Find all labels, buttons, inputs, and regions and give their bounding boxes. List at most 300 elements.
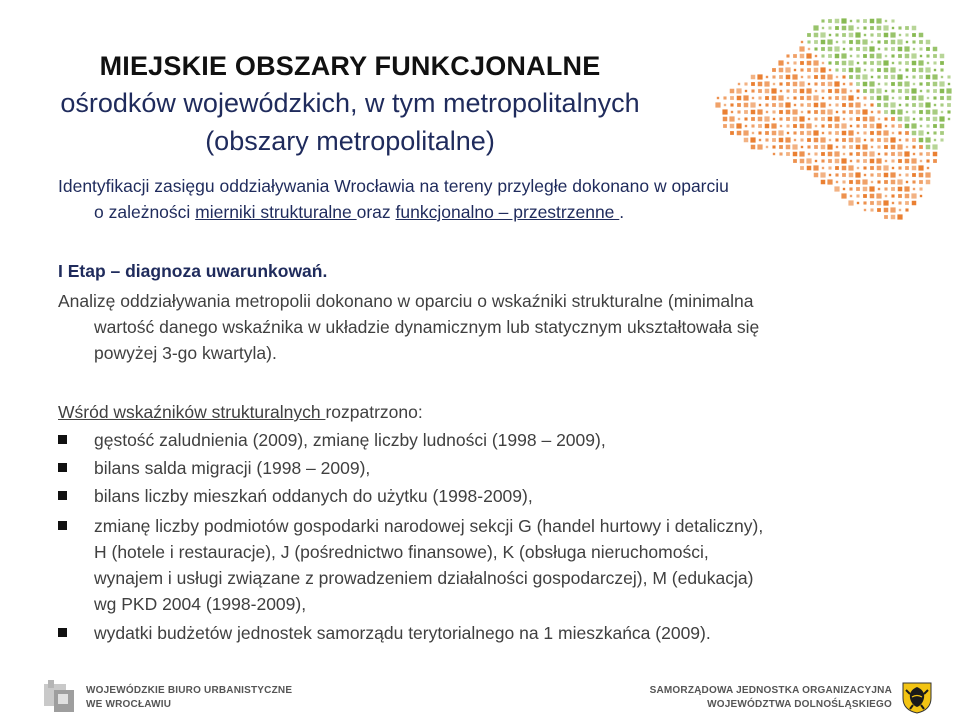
map-dot — [905, 26, 909, 30]
map-dot — [835, 103, 838, 106]
map-dot — [813, 130, 818, 135]
map-dot — [919, 47, 922, 50]
map-dot — [926, 75, 931, 80]
map-dot — [870, 26, 874, 30]
map-dot — [793, 152, 798, 157]
map-dot — [856, 117, 860, 121]
map-dot — [904, 46, 909, 51]
map-dot — [786, 124, 789, 127]
map-dot — [869, 151, 874, 156]
map-dot — [808, 153, 810, 155]
map-dot — [870, 19, 875, 24]
map-dot — [890, 172, 895, 177]
map-dot — [836, 41, 838, 43]
intro-text-c: . — [619, 202, 625, 222]
map-dot — [723, 117, 728, 122]
map-dot — [940, 96, 944, 100]
map-dot — [919, 103, 924, 108]
map-dot — [828, 47, 833, 52]
map-dot — [926, 47, 930, 51]
map-dot — [939, 81, 944, 86]
map-dot — [849, 40, 853, 44]
map-dot — [752, 132, 754, 134]
map-dot — [850, 20, 852, 22]
map-dot — [878, 118, 880, 120]
map-dot — [870, 61, 874, 65]
map-dot — [912, 75, 915, 78]
map-dot — [913, 188, 915, 190]
map-dot — [863, 187, 868, 192]
map-dot — [947, 103, 951, 107]
map-dot — [876, 53, 881, 58]
map-dot — [723, 96, 726, 99]
map-dot — [912, 61, 917, 66]
map-dot — [863, 26, 866, 29]
map-dot — [878, 48, 880, 50]
map-dot — [891, 89, 894, 92]
map-dot — [940, 124, 945, 129]
map-dot — [948, 83, 950, 85]
map-dot — [932, 74, 937, 79]
map-dot — [744, 103, 749, 108]
map-dot — [925, 102, 930, 107]
map-dot — [820, 67, 825, 72]
map-dot — [836, 76, 838, 78]
map-dot — [892, 167, 894, 169]
map-dot — [878, 153, 880, 155]
map-dot — [891, 180, 896, 185]
map-dot — [877, 26, 882, 31]
map-dot — [821, 124, 824, 127]
map-dot — [912, 103, 916, 107]
map-dot — [876, 158, 881, 163]
map-dot — [821, 145, 826, 150]
map-dot — [876, 123, 881, 128]
map-dot — [772, 145, 775, 148]
map-dot — [898, 152, 903, 157]
map-dot — [877, 96, 882, 101]
map-dot — [863, 61, 866, 64]
map-dot — [911, 193, 916, 198]
map-dot — [856, 194, 859, 197]
map-dot — [919, 68, 924, 73]
map-dot — [778, 95, 783, 100]
map-dot — [835, 124, 840, 129]
structural-indicators-link[interactable]: Wśród wskaźników strukturalnych — [58, 402, 326, 422]
map-dot — [849, 138, 854, 143]
map-dot — [730, 124, 735, 129]
map-dot — [764, 81, 769, 86]
map-dot — [897, 74, 902, 79]
map-dot — [883, 130, 888, 135]
map-dot — [744, 138, 749, 143]
map-dot — [933, 159, 937, 163]
map-dot — [724, 104, 726, 106]
map-dot — [871, 146, 873, 148]
map-dot — [897, 179, 902, 184]
map-dot — [940, 89, 945, 94]
map-dot — [947, 96, 952, 101]
map-dot — [877, 166, 882, 171]
map-dot — [765, 103, 768, 106]
map-dot — [913, 48, 915, 50]
map-dot — [884, 117, 887, 120]
footer-right-line-1: SAMORZĄDOWA JEDNOSTKA ORGANIZACYJNA — [649, 685, 892, 696]
map-dot — [863, 54, 867, 58]
map-dot — [758, 131, 761, 134]
map-dot — [814, 117, 817, 120]
map-dot — [799, 46, 804, 51]
map-dot — [829, 104, 831, 106]
title-block — [40, 48, 660, 160]
map-dot — [842, 166, 847, 171]
map-dot — [793, 131, 796, 134]
page-subtitle: ośrodków wojewódzkich, w tym metropolitalnych — [60, 88, 640, 118]
map-dot — [912, 166, 917, 171]
map-dot — [871, 41, 873, 43]
page-subtitle-2: (obszary metropolitalne) — [205, 126, 495, 156]
map-dot — [801, 76, 803, 78]
map-dot — [863, 19, 867, 23]
map-dot — [758, 89, 762, 93]
map-dot — [822, 167, 824, 169]
map-dot — [758, 96, 761, 99]
map-dot — [821, 117, 825, 121]
map-dot — [905, 124, 910, 129]
map-dot — [835, 96, 839, 100]
map-dot — [877, 61, 882, 66]
map-dot — [926, 152, 930, 156]
intro-text-b: oraz — [356, 202, 396, 222]
map-dot — [863, 159, 867, 163]
map-dot — [892, 202, 894, 204]
region-map-decoration — [700, 10, 960, 230]
map-dot — [828, 131, 831, 134]
map-dot — [828, 152, 833, 157]
map-dot — [940, 54, 945, 59]
map-dot — [863, 201, 866, 204]
map-dot — [821, 152, 825, 156]
map-dot — [891, 40, 896, 45]
map-dot — [905, 103, 908, 106]
map-dot — [743, 130, 748, 135]
map-dot — [891, 117, 895, 121]
map-dot — [751, 145, 756, 150]
map-dot — [729, 116, 734, 121]
map-dot — [891, 194, 894, 197]
map-dot — [885, 90, 887, 92]
map-dot — [920, 160, 922, 162]
map-dot — [897, 144, 902, 149]
map-dot — [829, 174, 831, 176]
map-dot — [877, 33, 881, 37]
map-dot — [870, 103, 873, 106]
map-dot — [821, 19, 824, 22]
map-dot — [864, 104, 866, 106]
map-dot — [892, 62, 894, 64]
map-dot — [779, 152, 782, 155]
map-dot — [899, 139, 901, 141]
map-dot — [850, 90, 852, 92]
map-dot — [835, 173, 838, 176]
map-dot — [898, 131, 901, 134]
map-dot — [794, 139, 796, 141]
map-dot — [926, 54, 929, 57]
map-dot — [898, 61, 901, 64]
map-dot — [829, 34, 831, 36]
map-dot — [793, 54, 797, 58]
map-dot — [835, 131, 839, 135]
map-dot — [807, 138, 811, 142]
map-dot — [800, 166, 804, 170]
map-dot — [841, 158, 846, 163]
map-dot — [862, 74, 867, 79]
map-dot — [849, 47, 852, 50]
map-dot — [919, 40, 923, 44]
map-dot — [799, 81, 804, 86]
map-dot — [906, 76, 908, 78]
map-dot — [834, 81, 839, 86]
map-dot — [842, 26, 847, 31]
map-dot — [919, 152, 922, 155]
map-dot — [786, 110, 791, 115]
map-dot — [918, 95, 923, 100]
map-dot — [779, 110, 783, 114]
indicator-item-1: gęstość zaludnienia (2009), zmianę liczby ludności (1998 – 2009), — [94, 430, 606, 450]
map-dot — [898, 26, 901, 29]
map-dot — [773, 153, 775, 155]
map-dot — [806, 88, 811, 93]
map-dot — [933, 54, 937, 58]
map-dot — [862, 39, 867, 44]
map-dot — [814, 33, 819, 38]
map-dot — [814, 173, 819, 178]
map-dot — [876, 18, 881, 23]
map-dot — [836, 111, 838, 113]
map-dot — [884, 145, 888, 149]
map-dot — [801, 41, 803, 43]
map-dot — [778, 60, 783, 65]
map-dot — [891, 47, 895, 51]
map-dot — [857, 27, 859, 29]
map-dot — [856, 180, 861, 185]
map-dot — [905, 201, 909, 205]
map-dot — [883, 165, 888, 170]
map-dot — [820, 137, 825, 142]
map-dot — [842, 110, 845, 113]
map-dot — [757, 144, 762, 149]
map-dot — [745, 90, 747, 92]
map-dot — [787, 97, 789, 99]
map-dot — [885, 160, 887, 162]
map-dot — [807, 68, 811, 72]
map-dot — [870, 124, 875, 129]
map-dot — [807, 75, 810, 78]
map-dot — [814, 145, 818, 149]
map-dot — [828, 159, 832, 163]
map-dot — [828, 82, 833, 87]
map-dot — [933, 89, 937, 93]
structural-measures-link[interactable]: mierniki strukturalne — [195, 202, 357, 222]
map-dot — [884, 187, 887, 190]
map-dot — [926, 124, 929, 127]
map-dot — [891, 75, 896, 80]
map-dot — [863, 89, 867, 93]
bullet-square-icon — [58, 491, 67, 500]
map-dot — [941, 76, 943, 78]
map-dot — [927, 97, 929, 99]
map-dot — [779, 82, 782, 85]
map-dot — [843, 153, 845, 155]
map-dot — [717, 97, 719, 99]
map-dot — [912, 33, 916, 37]
map-dot — [864, 69, 866, 71]
map-dot — [877, 110, 880, 113]
map-dot — [821, 159, 824, 162]
map-dot — [940, 138, 943, 141]
map-dot — [793, 61, 796, 64]
footer-right — [649, 680, 944, 714]
intro-line-1: Identyfikacji zasięgu oddziaływania Wrocławia na tereny przyległe dokonano w oparciu — [58, 176, 729, 196]
map-dot — [827, 144, 832, 149]
map-dot — [828, 26, 831, 29]
map-dot — [842, 138, 846, 142]
map-dot — [883, 95, 888, 100]
map-dot — [849, 103, 854, 108]
map-dot — [855, 172, 860, 177]
map-dot — [751, 75, 756, 80]
map-dot — [715, 102, 720, 107]
map-dot — [808, 118, 810, 120]
map-dot — [870, 166, 874, 170]
map-dot — [786, 54, 789, 57]
map-dot — [905, 96, 909, 100]
map-dot — [793, 96, 796, 99]
map-dot — [870, 194, 875, 199]
map-dot — [800, 138, 803, 141]
map-dot — [744, 110, 748, 114]
map-dot — [856, 159, 859, 162]
map-dot — [764, 116, 769, 121]
map-dot — [835, 68, 838, 71]
map-dot — [925, 172, 930, 177]
map-dot — [862, 109, 867, 114]
map-dot — [870, 138, 873, 141]
map-dot — [926, 89, 929, 92]
map-dot — [822, 27, 824, 29]
map-dot — [848, 95, 853, 100]
map-dot — [884, 215, 888, 219]
map-dot — [786, 89, 789, 92]
map-dot — [905, 159, 910, 164]
map-dot — [891, 215, 896, 220]
functional-spatial-link[interactable]: funkcjonalno – przestrzenne — [395, 202, 620, 222]
map-dot — [772, 131, 777, 136]
map-dot — [750, 102, 755, 107]
map-dot — [828, 117, 833, 122]
map-dot — [849, 180, 853, 184]
map-dot — [757, 109, 762, 114]
map-dot — [891, 124, 894, 127]
map-dot — [891, 145, 896, 150]
map-dot — [835, 159, 840, 164]
map-dot — [779, 138, 784, 143]
map-dot — [940, 68, 943, 71]
map-dot — [800, 124, 805, 129]
map-dot — [849, 82, 852, 85]
map-dot — [870, 201, 874, 205]
map-dot — [912, 96, 917, 101]
map-dot — [905, 194, 910, 199]
map-dot — [884, 173, 889, 178]
map-dot — [948, 118, 950, 120]
map-dot — [884, 75, 888, 79]
map-dot — [849, 33, 854, 38]
map-dot — [919, 75, 923, 79]
map-dot — [871, 76, 873, 78]
map-dot — [919, 173, 924, 178]
map-dot — [926, 180, 931, 185]
map-dot — [766, 111, 768, 113]
map-dot — [877, 103, 881, 107]
map-dot — [807, 110, 810, 113]
map-dot — [856, 40, 861, 45]
map-dot — [891, 159, 894, 162]
footer-left-line-2: WE WROCŁAWIU — [86, 699, 172, 710]
map-dot — [808, 83, 810, 85]
map-dot — [905, 33, 908, 36]
map-dot — [899, 34, 901, 36]
map-dot — [850, 55, 852, 57]
map-dot — [841, 18, 846, 23]
coat-of-arms-icon — [900, 680, 934, 714]
stage-line-3: powyżej 3-go kwartyla). — [94, 343, 277, 363]
map-dot — [891, 152, 895, 156]
map-dot — [730, 103, 733, 106]
map-dot — [919, 110, 923, 114]
map-dot — [884, 208, 889, 213]
map-dot — [934, 139, 936, 141]
map-dot — [905, 131, 909, 135]
bullet-square-icon — [58, 435, 67, 444]
map-dot — [869, 116, 874, 121]
map-dot — [848, 130, 853, 135]
footer-left-line-1: WOJEWÓDZKIE BIURO URBANISTYCZNE — [86, 685, 293, 696]
map-dot — [842, 68, 846, 72]
map-dot — [829, 139, 831, 141]
map-dot — [792, 144, 797, 149]
map-dot — [933, 47, 938, 52]
map-dot — [926, 145, 931, 150]
map-dot — [926, 117, 930, 121]
map-dot — [801, 111, 803, 113]
map-dot — [793, 124, 797, 128]
map-dot — [911, 53, 916, 58]
map-dot — [766, 146, 768, 148]
map-dot — [822, 97, 824, 99]
map-dot — [912, 138, 916, 142]
map-dot — [815, 55, 817, 57]
map-dot — [912, 173, 916, 177]
map-dot — [933, 124, 937, 128]
map-dot — [905, 68, 908, 71]
map-dot — [813, 60, 818, 65]
map-dot — [807, 131, 812, 136]
map-dot — [863, 166, 866, 169]
map-dot — [820, 102, 825, 107]
map-dot — [940, 131, 944, 135]
map-dot — [884, 40, 888, 44]
